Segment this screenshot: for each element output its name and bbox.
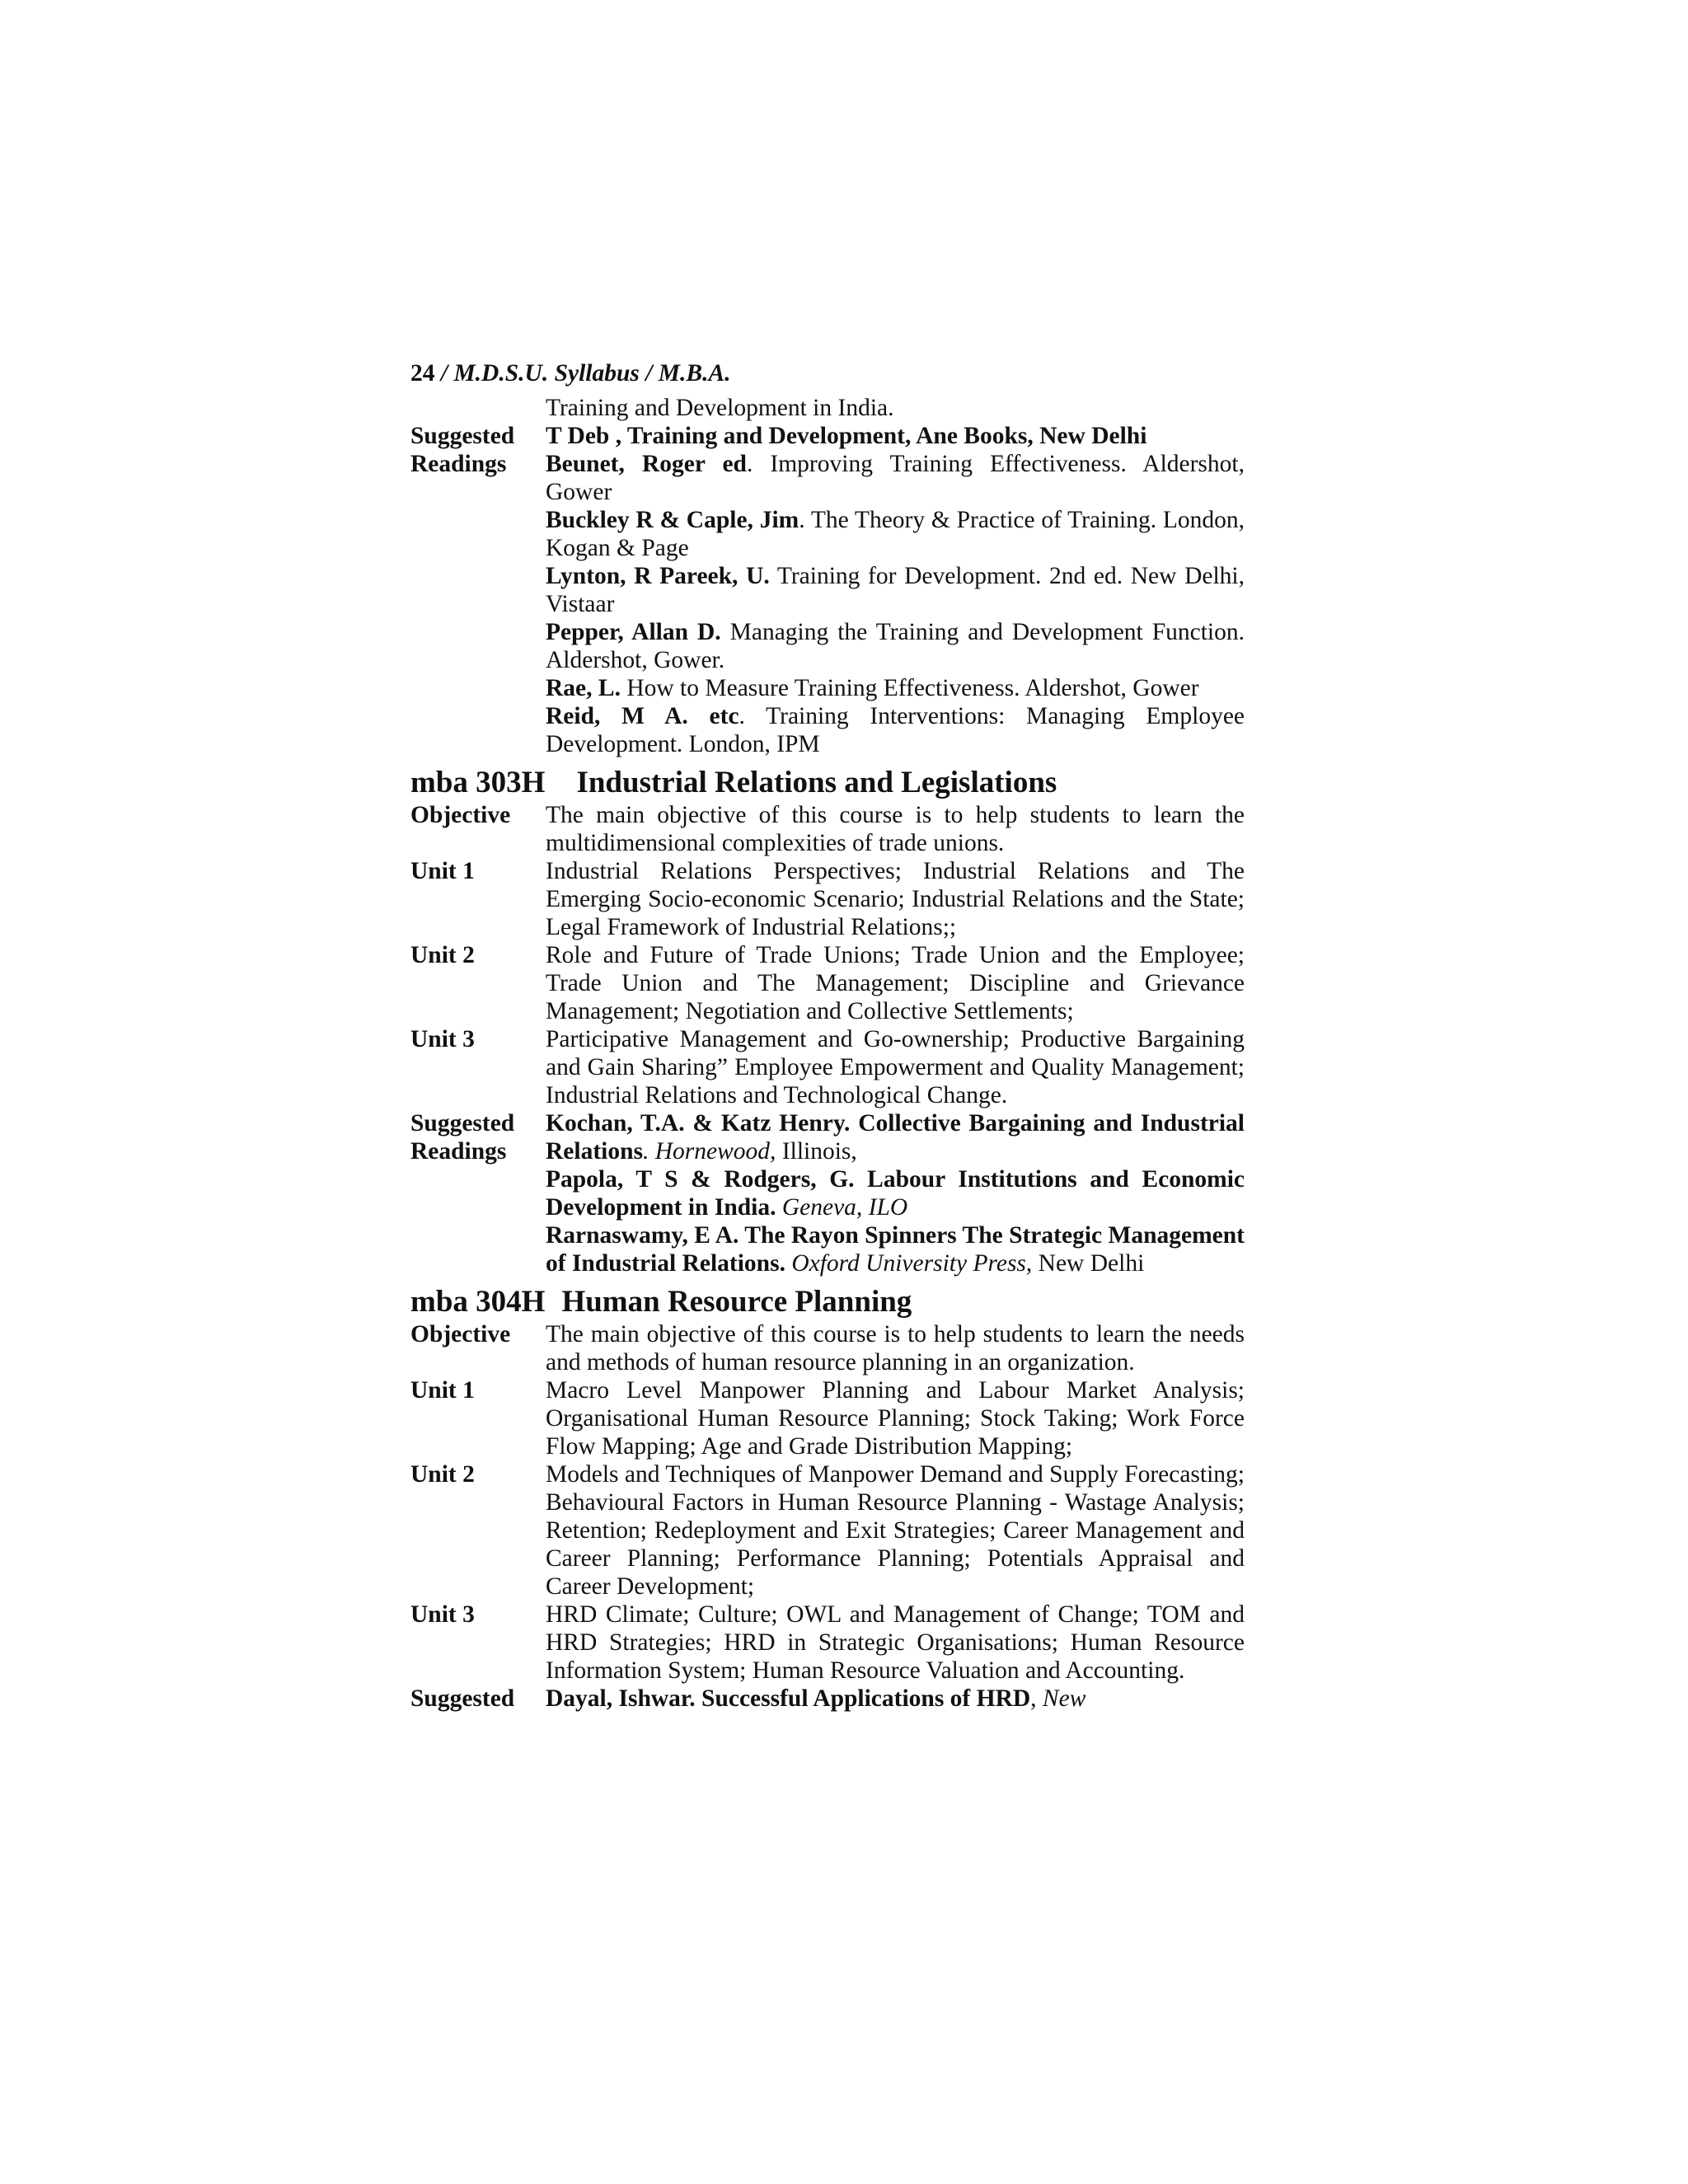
objective-row — [410, 801, 1245, 857]
unit-row — [410, 941, 1245, 1025]
unit-row — [410, 1376, 1245, 1460]
page-number: 24 — [410, 360, 435, 387]
reading-item: Kochan, T.A. & Katz Henry. Collective Bargaining and Industrial Relations. Hornewood, Illinois, — [546, 1110, 1245, 1165]
unit-row — [410, 1601, 1245, 1685]
unit-label: Unit 1 — [410, 1377, 475, 1404]
unit-label: Unit 2 — [410, 1461, 475, 1488]
reading-item: Pepper, Allan D. Managing the Training and Development Function. Aldershot, Gower. — [546, 619, 1245, 673]
readings-label: Suggested — [410, 1685, 515, 1712]
running-header — [410, 359, 1245, 387]
unit-text: Macro Level Manpower Planning and Labour Market Analysis; Organisational Human Resource Planning; Stock Taking; Work Force Flow Mapping; Age and Grade Distribution Mapping; — [546, 1377, 1245, 1460]
reading-item: Beunet, Roger ed. Improving Training Effectiveness. Aldershot, Gower — [546, 451, 1245, 505]
unit-label: Unit 1 — [410, 858, 475, 884]
readings-list — [546, 422, 1245, 758]
readings-list — [546, 1685, 1245, 1713]
unit-text: Industrial Relations Perspectives; Industrial Relations and The Emerging Socio-economic Scenario; Industrial Relations and the State; Legal Framework of Industrial Relations;; — [546, 858, 1245, 940]
unit-text: Models and Techniques of Manpower Demand and Supply Forecasting; Behavioural Factors in Human Resource Planning - Wastage Analysis; Retention; Redeployment and Exit Strategies; Career Management and Career Planning; Performance Planning; Potentials Appraisal and Career Development; — [546, 1461, 1245, 1600]
objective-label: Objective — [410, 1321, 511, 1347]
unit-row — [410, 1025, 1245, 1109]
reading-item: Rarnaswamy, E A. The Rayon Spinners The Strategic Management of Industrial Relations. Oxford University Press, New Delhi — [546, 1222, 1245, 1277]
readings-list — [546, 1109, 1245, 1277]
prev-suggested-readings — [410, 422, 1245, 758]
unit-text: HRD Climate; Culture; OWL and Management of Change; TOM and HRD Strategies; HRD in Strategic Organisations; Human Resource Information System; Human Resource Valuation and Accounting. — [546, 1601, 1245, 1684]
unit-label: Unit 2 — [410, 942, 475, 968]
course-code: mba 304H — [410, 1285, 546, 1319]
reading-item: T Deb , Training and Development, Ane Books, New Delhi — [546, 423, 1147, 449]
readings-label: Suggested Readings — [410, 423, 515, 477]
course-heading-304h — [410, 1284, 1245, 1320]
objective-row — [410, 1320, 1245, 1376]
objective-label: Objective — [410, 802, 511, 828]
course-title: Industrial Relations and Legislations — [576, 766, 1057, 799]
reading-item: Dayal, Ishwar. Successful Applications of HRD, New — [546, 1685, 1086, 1712]
course-heading-303h — [410, 765, 1245, 801]
reading-item: Buckley R & Caple, Jim. The Theory & Practice of Training. London, Kogan & Page — [546, 507, 1245, 561]
reading-item: Reid, M A. etc. Training Interventions: Managing Employee Development. London, IPM — [546, 703, 1245, 757]
running-title: / M.D.S.U. Syllabus / M.B.A. — [440, 360, 731, 387]
reading-item: Papola, T S & Rodgers, G. Labour Institutions and Economic Development in India. Geneva, ILO — [546, 1166, 1245, 1221]
reading-item: Lynton, R Pareek, U. Training for Development. 2nd ed. New Delhi, Vistaar — [546, 563, 1245, 617]
reading-item: Rae, L. How to Measure Training Effectiveness. Aldershot, Gower — [546, 675, 1199, 701]
unit-row — [410, 1460, 1245, 1601]
syllabus-page — [410, 359, 1245, 1713]
readings-label: Suggested Readings — [410, 1110, 515, 1165]
continued-row — [410, 394, 1245, 422]
course-code: mba 303H — [410, 766, 546, 799]
objective-text: The main objective of this course is to help students to learn the needs and methods of human resource planning in an organization. — [546, 1321, 1245, 1376]
unit-text: Participative Management and Go-ownership; Productive Bargaining and Gain Sharing” Employee Empowerment and Quality Management; Industrial Relations and Technological Change. — [546, 1026, 1245, 1108]
continued-line: Training and Development in India. — [546, 395, 894, 421]
unit-text: Role and Future of Trade Unions; Trade Union and the Employee; Trade Union and The Management; Discipline and Grievance Management; Negotiation and Collective Settlements; — [546, 942, 1245, 1024]
objective-text: The main objective of this course is to help students to learn the multidimensional complexities of trade unions. — [546, 802, 1245, 856]
course-title: Human Resource Planning — [561, 1285, 912, 1319]
unit-label: Unit 3 — [410, 1026, 475, 1052]
unit-row — [410, 857, 1245, 941]
unit-label: Unit 3 — [410, 1601, 475, 1628]
suggested-readings-304h — [410, 1685, 1245, 1713]
suggested-readings-303h — [410, 1109, 1245, 1277]
